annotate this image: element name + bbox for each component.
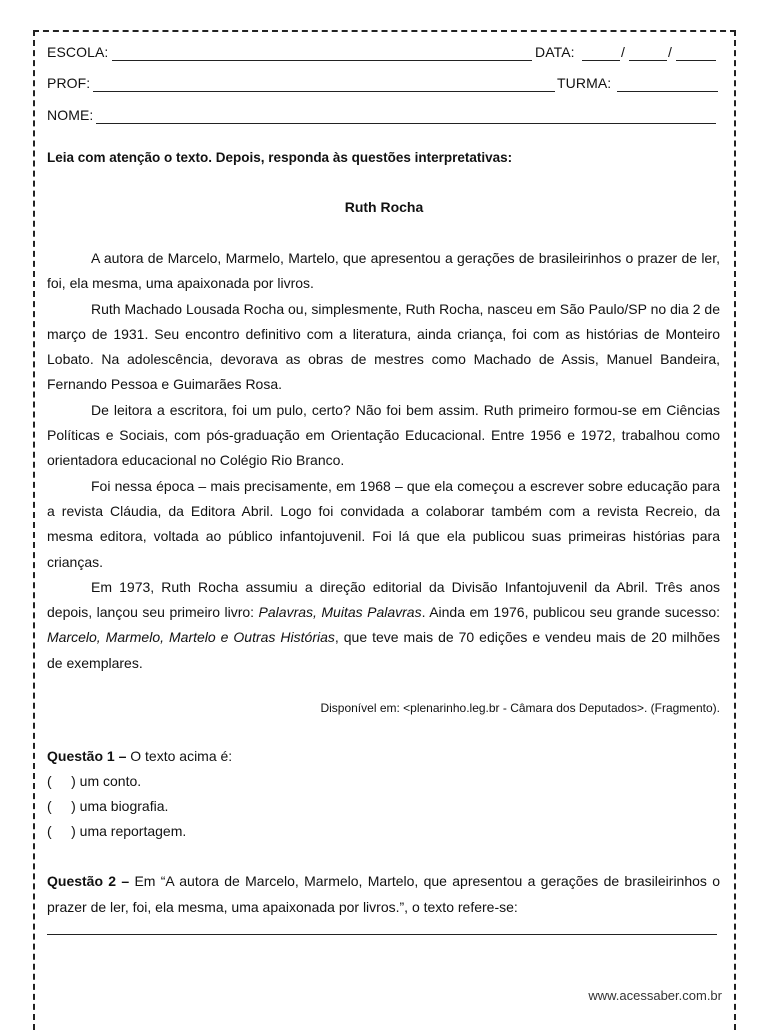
question-1 — [47, 744, 232, 844]
source-citation: Disponível em: <plenarinho.leg.br - Câmara dos Deputados>. (Fragmento). — [320, 701, 720, 715]
question-label: Questão 2 – — [47, 873, 130, 889]
paragraph: De leitora a escritora, foi um pulo, certo? Não foi bem assim. Ruth primeiro formou-se em Ciências Políticas e Sociais, com pós-graduação em Orientação Educacional. Entre 1956 e 1972, trabalhou como orientadora educacional no Colégio Rio Branco. — [47, 401, 720, 469]
paragraph-segment: , que teve mais de 70 edições e vendeu mais de 20 milhões de exemplares. — [47, 629, 720, 671]
option-conto[interactable]: ( ) um conto. — [47, 773, 142, 789]
option-biografia[interactable]: ( ) uma biografia. — [47, 798, 169, 814]
data-label: DATA: — [535, 44, 575, 60]
answer-field[interactable] — [47, 934, 717, 935]
book-title: Palavras, Muitas Palavras — [258, 604, 422, 621]
question-label: Questão 1 – — [47, 748, 127, 764]
reading-text — [47, 246, 720, 676]
data-separator: / — [668, 44, 672, 60]
prof-field[interactable] — [93, 91, 555, 92]
book-title: Marcelo, Marmelo, Martelo e Outras Histórias — [47, 629, 335, 646]
turma-field[interactable] — [617, 91, 718, 92]
instructions: Leia com atenção o texto. Depois, responda às questões interpretativas: — [47, 150, 513, 165]
prof-label: PROF: — [47, 75, 91, 91]
site-url: www.acessaber.com.br — [588, 988, 722, 1003]
question-2 — [47, 869, 720, 920]
paragraph — [47, 575, 720, 676]
nome-field[interactable] — [96, 123, 716, 124]
data-separator: / — [621, 44, 625, 60]
paragraph: Ruth Machado Lousada Rocha ou, simplesmente, Ruth Rocha, nasceu em São Paulo/SP no dia 2 de março de 1931. Seu encontro definitivo com a literatura, ainda criança, foi com as histórias de Monteiro Lobato. Na adolescência, devorava as obras de mestres como Machado de Assis, Manuel Bandeira, Fernando Pessoa e Guimarães Rosa. — [47, 300, 720, 393]
data-month-field[interactable] — [629, 60, 667, 61]
text-title: Ruth Rocha — [344, 199, 424, 215]
escola-field[interactable] — [112, 60, 532, 61]
nome-label: NOME: — [47, 107, 94, 123]
data-day-field[interactable] — [582, 60, 620, 61]
option-reportagem[interactable]: ( ) uma reportagem. — [47, 823, 187, 839]
question-text: Em “A autora de Marcelo, Marmelo, Martelo, que apresentou a gerações de brasileirinhos o prazer de ler, foi, ela mesma, uma apaixonada por livros.”, o texto refere-se: — [47, 873, 720, 915]
data-year-field[interactable] — [676, 60, 716, 61]
paragraph: Foi nessa época – mais precisamente, em 1968 – que ela começou a escrever sobre educação para a revista Cláudia, da Editora Abril. Logo foi convidada a colaborar também com a revista Recreio, da mesma editora, voltada ao público infantojuvenil. Foi lá que ela publicou suas primeiras histórias para crianças. — [47, 477, 720, 570]
paragraph-segment: . Ainda em 1976, publicou seu grande sucesso: — [421, 604, 720, 621]
paragraph: A autora de Marcelo, Marmelo, Martelo, que apresentou a gerações de brasileirinhos o prazer de ler, foi, ela mesma, uma apaixonada por livros. — [47, 250, 720, 292]
paragraph-segment: Em 1973, Ruth Rocha assumiu a direção editorial da Divisão Infantojuvenil da Abril. Três anos depois, lançou seu primeiro livro: — [47, 578, 720, 621]
turma-label: TURMA: — [557, 75, 612, 91]
question-text: O texto acima é: — [126, 748, 233, 764]
escola-label: ESCOLA: — [47, 44, 109, 60]
